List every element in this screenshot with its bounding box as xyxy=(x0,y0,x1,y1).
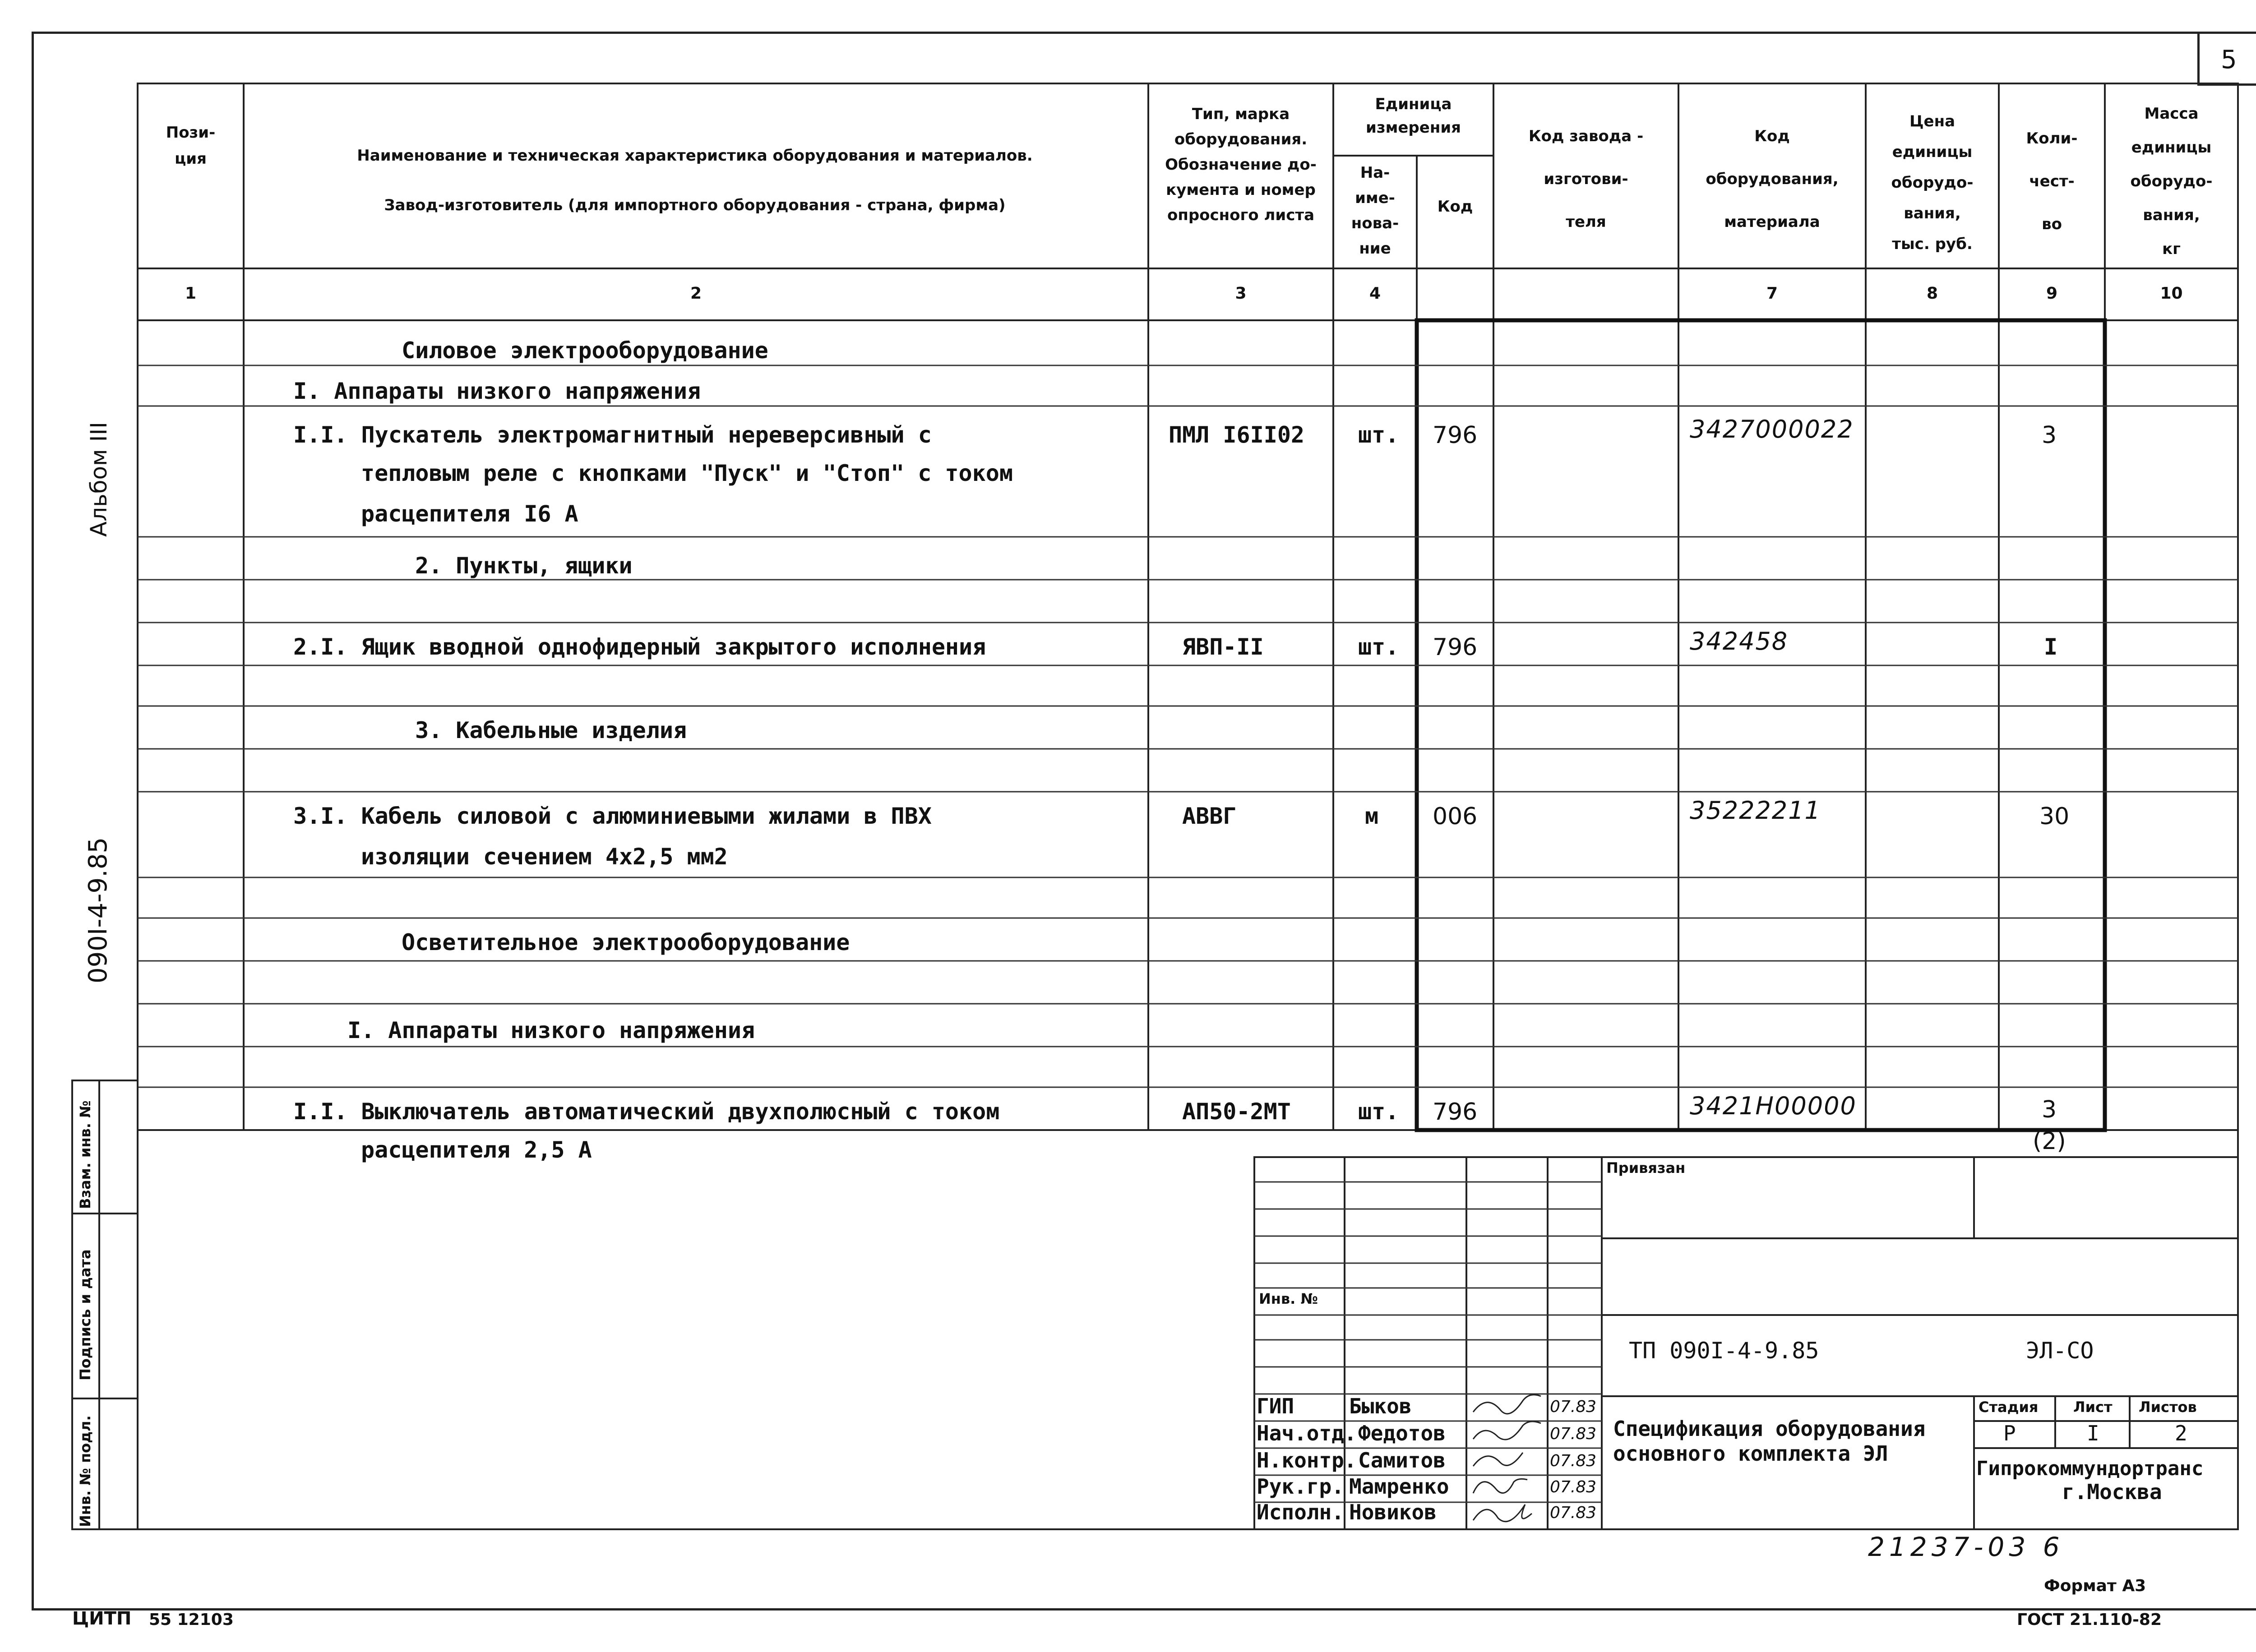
project-code-margin: 090I-4-9.85 xyxy=(83,837,113,983)
colnum-9: 9 xyxy=(2046,284,2058,303)
sheets-label: Листов xyxy=(2139,1398,2197,1416)
row-name-1: I. Аппараты низкого напряжения xyxy=(293,378,701,404)
row-type-8: АВВГ xyxy=(1182,803,1237,829)
signer-name-1: Федотов xyxy=(1358,1421,1446,1445)
header-mass: Масса единицы оборудо- вания, кг xyxy=(2130,105,2213,258)
row-name-0: Силовое электрооборудование xyxy=(402,337,768,364)
signer-date-2: 07.83 xyxy=(1550,1452,1597,1470)
header-quantity: Коли- чест- во xyxy=(2026,129,2078,233)
doc-mark: ЭЛ-СО xyxy=(2026,1338,2094,1364)
colnum-1: 1 xyxy=(185,284,197,303)
row-name-9: изоляции сечением 4х2,5 мм2 xyxy=(361,844,728,870)
signer-role-2: Н.контр. xyxy=(1257,1448,1357,1472)
row-matcode-8: 35222211 xyxy=(1690,796,1821,825)
row-matcode-2: 3427000022 xyxy=(1690,415,1854,443)
signer-name-2: Самитов xyxy=(1358,1448,1446,1472)
row-code-12: 796 xyxy=(1433,1098,1478,1126)
format-label: Формат А3 xyxy=(2044,1577,2146,1595)
title-line2: основного комплекта ЭЛ xyxy=(1613,1441,1888,1466)
title-line1: Спецификация оборудования xyxy=(1613,1417,1926,1441)
publisher-code: 55 12103 xyxy=(149,1610,234,1629)
header-position: Пози- ция xyxy=(166,124,216,168)
row-unit-2: шт. xyxy=(1358,422,1399,448)
org-line1: Гипрокоммундортранс xyxy=(1976,1457,2204,1480)
row-name-13: расцепителя 2,5 А xyxy=(361,1137,592,1163)
signer-date-1: 07.83 xyxy=(1550,1425,1597,1443)
row-name-12: I.I. Выключатель автоматический двухполюсный с током xyxy=(293,1098,1000,1125)
colnum-8: 8 xyxy=(1926,284,1938,303)
header-type: Тип, марка оборудования. Обозначение до- кумента и номер опросного листа xyxy=(1165,105,1317,224)
row-qty-6: I xyxy=(2044,634,2058,660)
row-name-8: 3.I. Кабель силовой с алюминиевыми жилами в ПВХ xyxy=(293,803,932,829)
signer-name-3: Мамренко xyxy=(1349,1474,1449,1499)
header-unit-code: Код xyxy=(1437,198,1473,216)
row-unit-6: шт. xyxy=(1358,634,1399,660)
stage-value: Р xyxy=(2003,1421,2016,1445)
colnum-4: 4 xyxy=(1369,284,1381,303)
colnum-7: 7 xyxy=(1766,284,1778,303)
row-name-11: I. Аппараты низкого напряжения xyxy=(347,1017,755,1043)
signer-role-0: ГИП xyxy=(1257,1394,1294,1418)
sheet-value: I xyxy=(2087,1421,2099,1445)
colnum-3: 3 xyxy=(1235,284,1247,303)
archive-number: 21237-03 6 xyxy=(1868,1532,2064,1562)
row-name-7: 3. Кабельные изделия xyxy=(415,717,687,743)
stamp-inv-replace: Взам. инв. № xyxy=(77,1100,94,1209)
row-name-6: 2.I. Ящик вводной однофидерный закрытого исполнения xyxy=(293,634,986,660)
header-maker-code: Код завода - изготови- теля xyxy=(1528,127,1644,231)
signer-role-1: Нач.отд. xyxy=(1257,1421,1357,1445)
signer-date-3: 07.83 xyxy=(1550,1478,1597,1496)
row-matcode-6: 342458 xyxy=(1690,627,1789,655)
row-name-3: тепловым реле с кнопками "Пуск" и "Стоп" с током xyxy=(361,460,1013,486)
row-code-2: 796 xyxy=(1433,422,1478,449)
row-code-8: 006 xyxy=(1433,803,1478,830)
doc-code: ТП 090I-4-9.85 xyxy=(1629,1338,1819,1364)
row-name-4: расцепителя I6 А xyxy=(361,501,578,527)
header-name: Наименование и техническая характеристика оборудования и материалов. Завод-изготовитель (для импортного оборудования - страна, фирма) xyxy=(357,147,1033,214)
header-material-code: Код оборудования, материала xyxy=(1706,127,1839,231)
org-line2: г.Москва xyxy=(2062,1480,2162,1504)
qty-note: (2) xyxy=(2033,1128,2066,1155)
row-unit-12: шт. xyxy=(1358,1098,1399,1125)
header-unit-name: На- име- нова- ние xyxy=(1351,164,1399,258)
row-name-10: Осветительное электрооборудование xyxy=(402,929,850,955)
colnum-10: 10 xyxy=(2160,284,2183,303)
stamp-sign-date: Подпись и дата xyxy=(77,1249,94,1380)
row-matcode-12: 3421Н00000 xyxy=(1690,1092,1857,1120)
signer-date-0: 07.83 xyxy=(1550,1398,1597,1416)
row-name-2: I.I. Пускатель электромагнитный нереверсивный с xyxy=(293,422,932,448)
album-label: Альбом III xyxy=(86,422,112,537)
stage-label: Стадия xyxy=(1979,1398,2039,1416)
colnum-2: 2 xyxy=(690,284,702,303)
signer-name-0: Быков xyxy=(1349,1394,1412,1418)
row-qty-8: 30 xyxy=(2039,803,2070,830)
signer-role-4: Исполн. xyxy=(1257,1500,1344,1524)
page-number: 5 xyxy=(2221,45,2237,74)
sheets-value: 2 xyxy=(2175,1421,2187,1445)
gost-label: ГОСТ 21.110-82 xyxy=(2017,1610,2162,1629)
inv-no-label: Инв. № xyxy=(1259,1290,1318,1307)
header-price: Цена единицы оборудо- вания, тыс. руб. xyxy=(1891,112,1974,253)
stamp-inv-orig: Инв. № подл. xyxy=(77,1415,94,1527)
row-type-2: ПМЛ I6II02 xyxy=(1169,422,1305,448)
publisher: ЦИТП xyxy=(72,1608,132,1629)
row-code-6: 796 xyxy=(1433,634,1478,661)
row-unit-8: м xyxy=(1365,803,1379,829)
signer-name-4: Новиков xyxy=(1349,1500,1437,1524)
row-type-12: АП50-2МТ xyxy=(1182,1098,1291,1125)
signer-role-3: Рук.гр. xyxy=(1257,1474,1344,1499)
signer-date-4: 07.83 xyxy=(1550,1504,1597,1522)
row-qty-12: 3 xyxy=(2042,1096,2057,1123)
header-unit-group: Единица измерения xyxy=(1366,95,1461,137)
row-name-5: 2. Пункты, ящики xyxy=(415,553,633,579)
row-type-6: ЯВП-II xyxy=(1182,634,1264,660)
row-qty-2: 3 xyxy=(2042,422,2057,449)
sheet-label: Лист xyxy=(2073,1398,2113,1416)
attached-label: Привязан xyxy=(1606,1159,1686,1177)
